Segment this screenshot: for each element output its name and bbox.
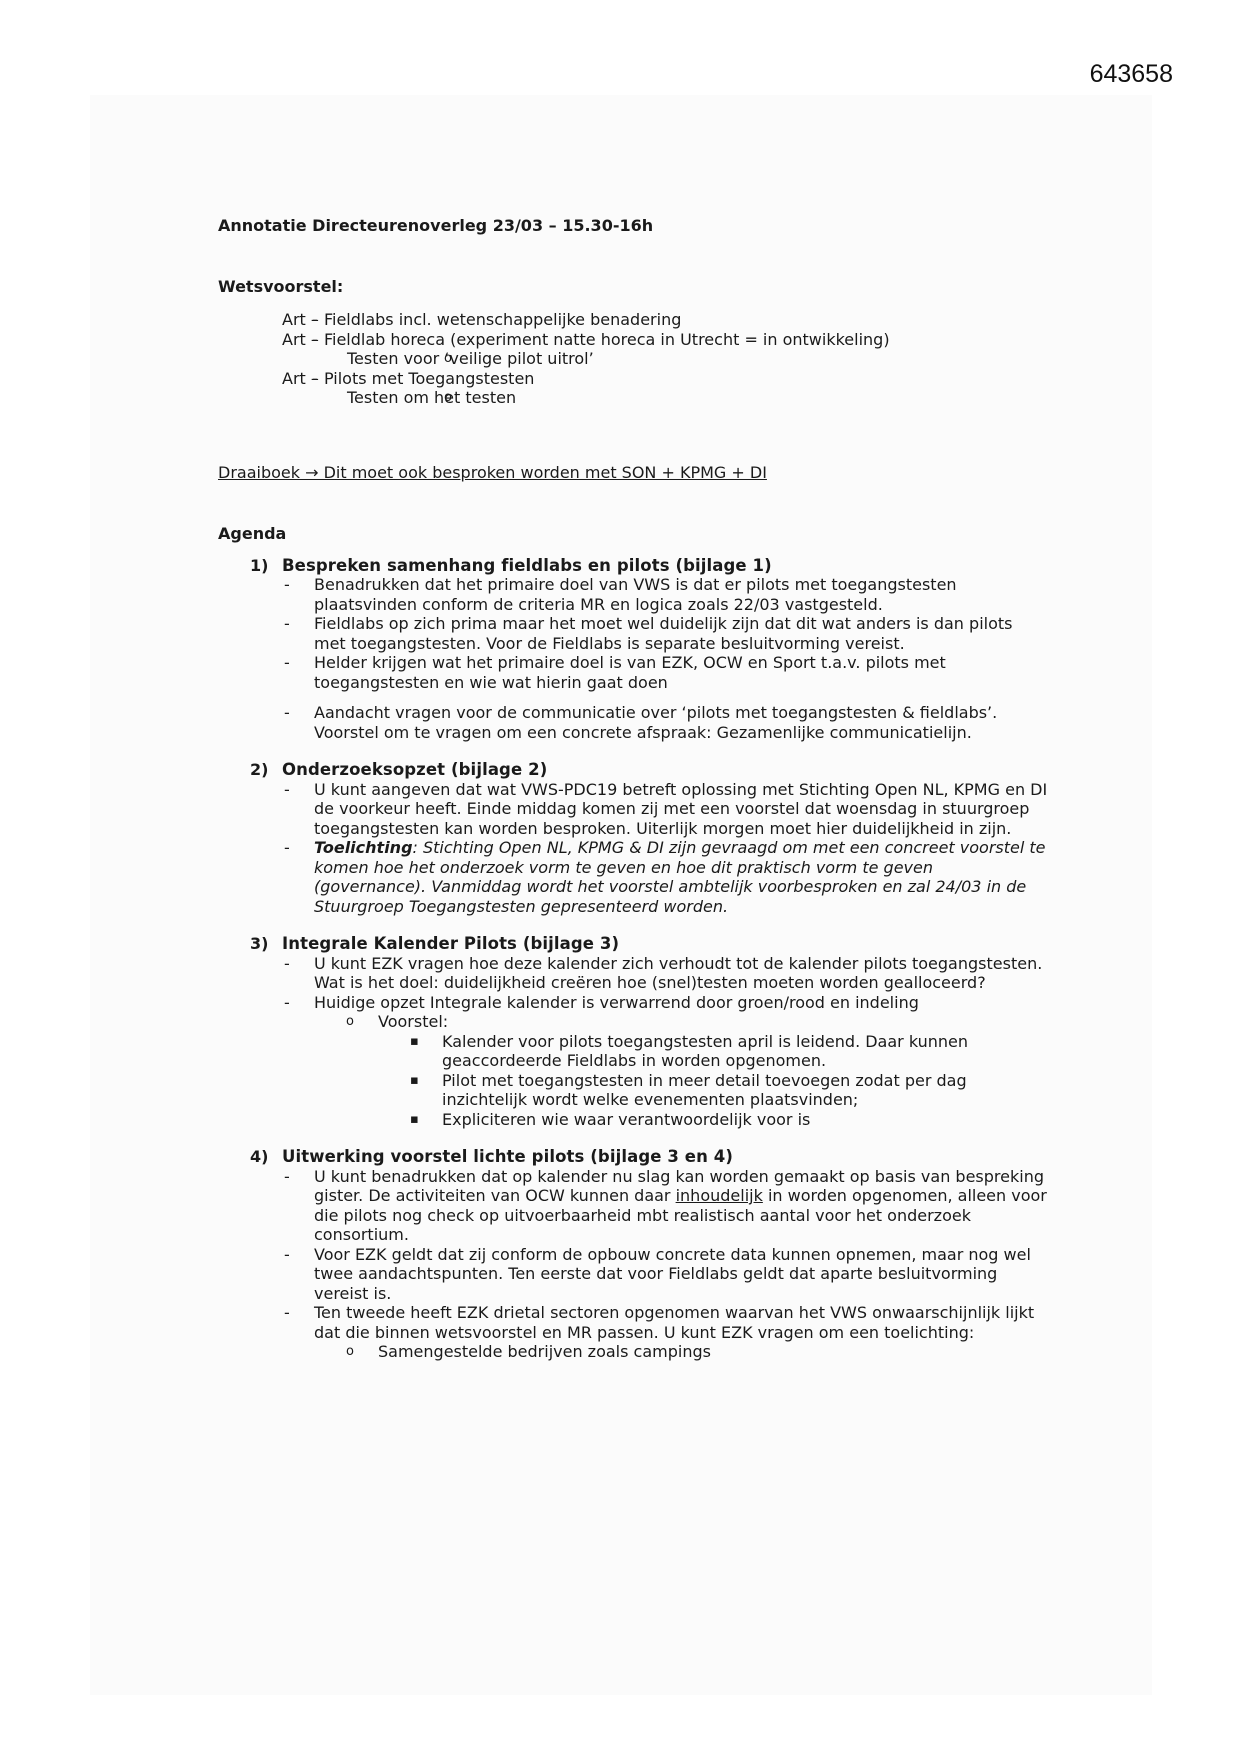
agenda-item-4 bbox=[218, 1147, 1048, 1362]
agenda-item-1 bbox=[218, 556, 1048, 743]
bullet: - Aandacht vragen voor de communicatie over ‘pilots met toegangstesten & fieldlabs’. Voorstel om te vragen om een concrete afspraak: Gezamenlijke communicatielijn. bbox=[282, 703, 1048, 742]
sub-list bbox=[282, 349, 1048, 369]
sub-list bbox=[314, 1342, 1048, 1362]
bullet: - Helder krijgen wat het primaire doel is van EZK, OCW en Sport t.a.v. pilots met toegangstesten en wie wat hierin gaat doen bbox=[282, 653, 1048, 692]
bullet: - Ten tweede heeft EZK drietal sectoren opgenomen waarvan het VWS onwaarschijnlijk lijkt dat die binnen wetsvoorstel en MR passen. U kunt EZK vragen om een toelichting: o Samengestelde bedrijven zoals campings bbox=[282, 1303, 1048, 1362]
agenda-item-title: Bespreken samenhang fieldlabs en pilots (bijlage 1) bbox=[282, 555, 772, 575]
bullet: - Fieldlabs op zich prima maar het moet wel duidelijk zijn dat dit wat anders is dan pilots met toegangstesten. Voor de Fieldlabs is separate besluitvorming vereist. bbox=[282, 614, 1048, 653]
agenda-number: 4) bbox=[250, 1147, 269, 1166]
document-title: Annotatie Directeurenoverleg 23/03 – 15.30-16h bbox=[218, 216, 654, 235]
underlined-word: inhoudelijk bbox=[675, 1186, 763, 1205]
sub-list-item: o Testen om het testen bbox=[347, 388, 1048, 408]
bullet: - U kunt EZK vragen hoe deze kalender zich verhoudt tot de kalender pilots toegangstesten. Wat is het doel: duidelijkheid creëren hoe (snel)testen moeten worden gealloceerd? bbox=[282, 954, 1048, 993]
agenda-heading: Agenda bbox=[218, 524, 287, 543]
agenda-item-title: Integrale Kalender Pilots (bijlage 3) bbox=[282, 934, 620, 953]
agenda-list bbox=[218, 556, 1048, 1362]
agenda-bullets bbox=[282, 780, 1048, 917]
agenda-bullets bbox=[282, 1167, 1048, 1362]
agenda-item-title: Onderzoeksopzet (bijlage 2) bbox=[282, 760, 548, 779]
agenda-number: 1) bbox=[250, 555, 269, 575]
sub-list bbox=[282, 388, 1048, 408]
toelichting-text: : Stichting Open NL, KPMG & DI zijn gevraagd om met een concreet voorstel te komen hoe het onderzoek vorm te geven en hoe dit praktisch vorm te geven (governance). Vanmiddag wordt het voorstel ambtelijk voorbesproken en zal 24/03 in de Stuurgroep Toegangstesten gepresenteerd worden. bbox=[314, 838, 1046, 916]
document-number: 643658 bbox=[1089, 60, 1173, 88]
sub-sub-list-item: ▪ Expliciteren wie waar verantwoordelijk voor is bbox=[442, 1110, 1048, 1130]
bullet: - U kunt aangeven dat wat VWS-PDC19 betreft oplossing met Stichting Open NL, KPMG en DI de voorkeur heeft. Einde middag komen zij met een voorstel dat woensdag in stuurgroep toegangstesten kan worden besproken. Uiterlijk morgen moet hier duidelijkheid in zijn. bbox=[282, 780, 1048, 839]
wetsvoorstel-heading: Wetsvoorstel: bbox=[218, 276, 344, 296]
agenda-bullets bbox=[282, 575, 1048, 742]
sub-list-item: o Testen voor ‘veilige pilot uitrol’ bbox=[347, 349, 1048, 369]
sub-sub-list bbox=[378, 1032, 1048, 1130]
wetsvoorstel-list bbox=[218, 310, 1048, 408]
agenda-bullets bbox=[282, 954, 1048, 1130]
list-item: - Art – Fieldlabs incl. wetenschappelijke benadering bbox=[282, 310, 1048, 330]
draaiboek-line: Draaiboek → Dit moet ook besproken worden met SON + KPMG + DI bbox=[218, 462, 767, 482]
bullet: - Benadrukken dat het primaire doel van VWS is dat er pilots met toegangstesten plaatsvinden conform de criteria MR en logica zoals 22/03 vastgesteld. bbox=[282, 575, 1048, 614]
sub-sub-list-item: ▪ Pilot met toegangstesten in meer detail toevoegen zodat per dag inzichtelijk wordt welke evenementen plaatsvinden; bbox=[442, 1071, 1048, 1110]
bullet bbox=[282, 838, 1048, 916]
sub-sub-list-item: ▪ Kalender voor pilots toegangstesten april is leidend. Daar kunnen geaccordeerde Fieldlabs in worden opgenomen. bbox=[442, 1032, 1048, 1071]
document-content bbox=[218, 216, 1048, 1380]
bullet: - Voor EZK geldt dat zij conform de opbouw concrete data kunnen opnemen, maar nog wel twee aandachtspunten. Ten eerste dat voor Fieldlabs geldt dat aparte besluitvorming vereist is. bbox=[282, 1245, 1048, 1304]
sub-list-item: o Samengestelde bedrijven zoals campings bbox=[378, 1342, 1048, 1362]
agenda-item-2 bbox=[218, 760, 1048, 916]
agenda-number: 3) bbox=[250, 934, 269, 953]
agenda-item-3 bbox=[218, 934, 1048, 1129]
agenda-item-title: Uitwerking voorstel lichte pilots (bijlage 3 en 4) bbox=[282, 1147, 734, 1166]
bullet: - Huidige opzet Integrale kalender is verwarrend door groen/rood en indeling o Voorstel: ▪ Kalender voor pilots toegangstesten april is leidend. Daar kunnen geaccordeerde Fieldlabs in worden opgenomen. ▪ Pilot met toegangstesten in meer detail toevoegen zodat per dag inzichtelijk wordt welke evenementen plaatsvinden; ▪ Expliciteren wie waar verantwoordelijk voor is bbox=[282, 993, 1048, 1130]
list-item: - Art – Pilots met Toegangstesten o Testen om het testen bbox=[282, 369, 1048, 408]
agenda-number: 2) bbox=[250, 760, 269, 779]
sub-list bbox=[314, 1012, 1048, 1129]
toelichting-label: Toelichting bbox=[314, 838, 413, 857]
list-item: - Art – Fieldlab horeca (experiment natte horeca in Utrecht = in ontwikkeling) o Testen voor ‘veilige pilot uitrol’ bbox=[282, 330, 1048, 369]
bullet: - U kunt benadrukken dat op kalender nu slag kan worden gemaakt op basis van bespreking gister. De activiteiten van OCW kunnen daar inhoudelijk in worden opgenomen, alleen voor die pilots nog check op uitvoerbaarheid mbt realistisch aantal voor het onderzoek consortium. bbox=[282, 1167, 1048, 1245]
sub-list-item: o Voorstel: ▪ Kalender voor pilots toegangstesten april is leidend. Daar kunnen geaccordeerde Fieldlabs in worden opgenomen. ▪ Pilot met toegangstesten in meer detail toevoegen zodat per dag inzichtelijk wordt welke evenementen plaatsvinden; ▪ Expliciteren wie waar verantwoordelijk voor is bbox=[378, 1012, 1048, 1129]
